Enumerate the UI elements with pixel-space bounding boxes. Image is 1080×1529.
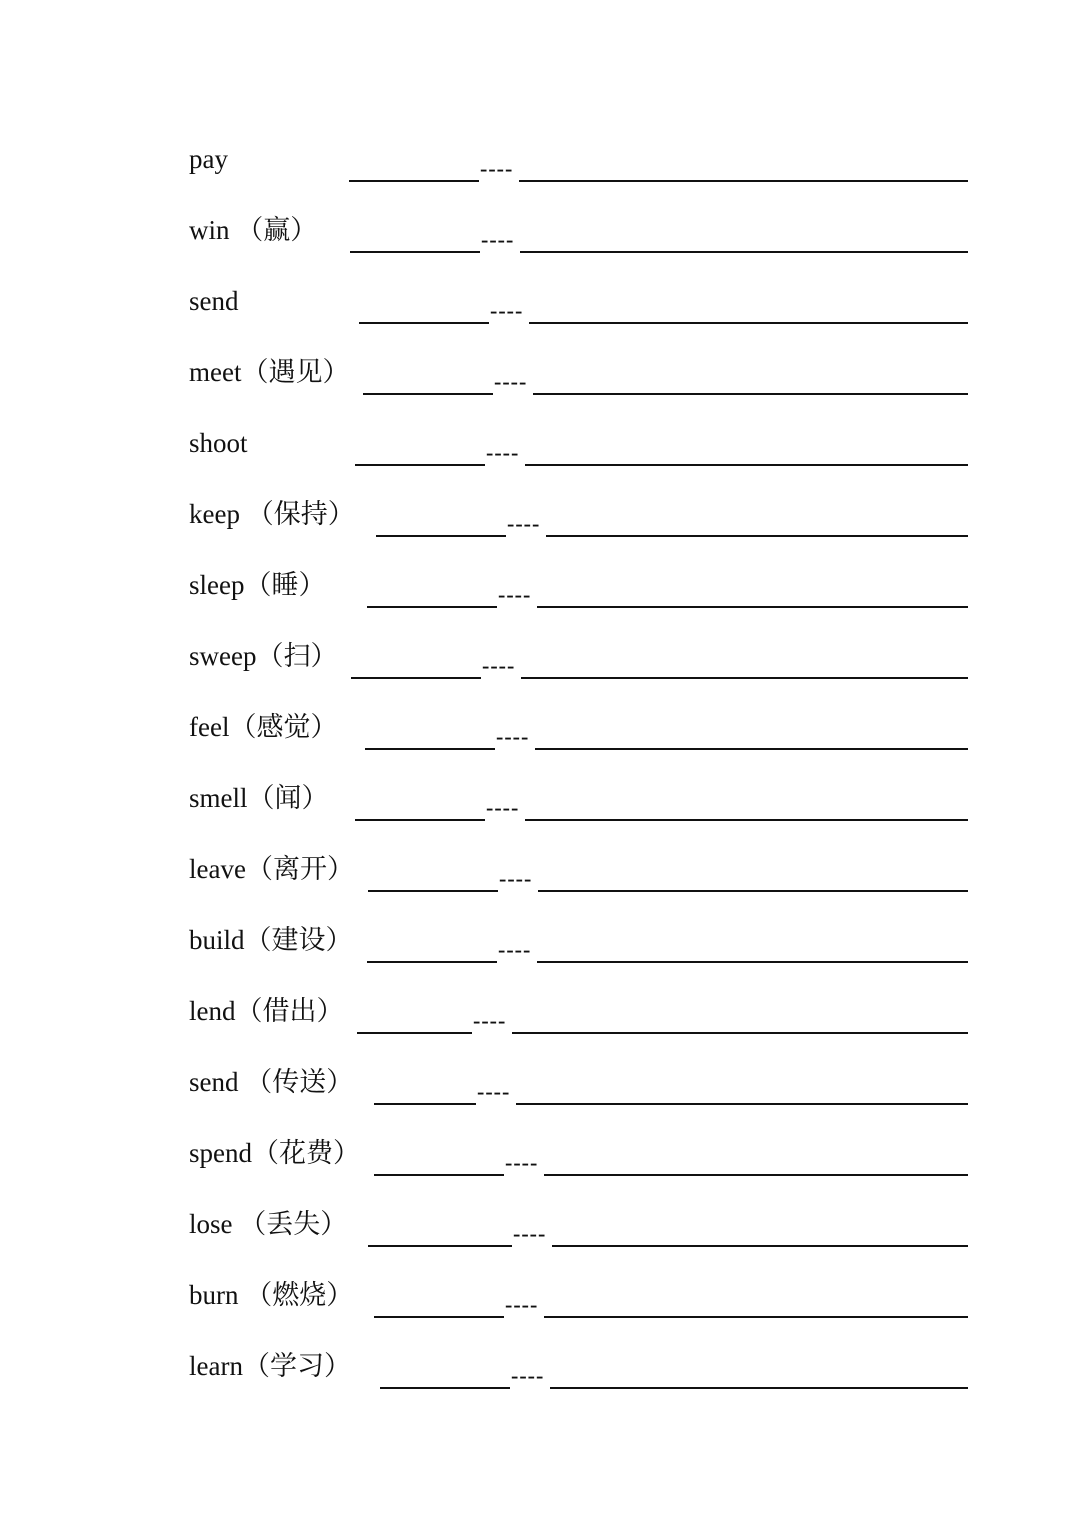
worksheet-row-build [189,923,968,963]
vocab-word: feel（感觉） [189,712,338,742]
answer-blank-past-tense[interactable] [357,1032,472,1034]
vocab-word: meet（遇见） [189,357,350,387]
separator-dashes: ---- [496,724,530,749]
separator-dashes: ---- [505,1150,539,1175]
vocab-word: win （赢） [189,215,318,245]
vocab-word: sleep（睡） [189,570,326,600]
worksheet-row-feel [189,710,968,750]
answer-blank-past-tense[interactable] [374,1316,504,1318]
answer-blank-past-participle[interactable] [552,1245,968,1247]
answer-blank-past-tense[interactable] [368,1245,512,1247]
worksheet-row-meet [189,355,968,395]
answer-blank-past-participle[interactable] [546,535,968,537]
vocab-word: pay [189,144,228,174]
answer-blank-past-tense[interactable] [350,251,480,253]
answer-blank-past-tense[interactable] [351,677,481,679]
answer-blank-past-tense[interactable] [368,890,498,892]
worksheet-row-send-2 [189,1065,968,1105]
vocab-word: lose （丢失） [189,1209,348,1239]
answer-blank-past-participle[interactable] [537,606,968,608]
vocab-word: burn （燃烧） [189,1280,354,1310]
separator-dashes: ---- [494,369,528,394]
separator-dashes: ---- [505,1292,539,1317]
answer-blank-past-tense[interactable] [367,961,497,963]
answer-blank-past-tense[interactable] [376,535,506,537]
answer-blank-past-participle[interactable] [544,1316,968,1318]
worksheet-row-spend [189,1136,968,1176]
worksheet-row-keep [189,497,968,537]
worksheet-row-smell [189,781,968,821]
vocab-word: spend（花费） [189,1138,360,1168]
answer-blank-past-tense[interactable] [355,819,485,821]
separator-dashes: ---- [477,1079,511,1104]
answer-blank-past-participle[interactable] [516,1103,968,1105]
separator-dashes: ---- [490,298,524,323]
vocab-word: keep （保持） [189,499,355,529]
vocab-word: smell（闻） [189,783,329,813]
answer-blank-past-tense[interactable] [363,393,493,395]
answer-blank-past-participle[interactable] [535,748,968,750]
worksheet-row-learn [189,1349,968,1389]
answer-blank-past-participle[interactable] [538,890,968,892]
worksheet-row-sleep [189,568,968,608]
separator-dashes: ---- [486,795,520,820]
vocab-word: leave（离开） [189,854,354,884]
separator-dashes: ---- [480,156,514,181]
separator-dashes: ---- [473,1008,507,1033]
answer-blank-past-participle[interactable] [537,961,968,963]
answer-blank-past-participle[interactable] [520,251,968,253]
vocab-word: build（建设） [189,925,353,955]
vocab-word: lend（借出） [189,996,344,1026]
worksheet-row-send [189,284,968,324]
separator-dashes: ---- [511,1363,545,1388]
answer-blank-past-tense[interactable] [349,180,479,182]
separator-dashes: ---- [499,866,533,891]
answer-blank-past-participle[interactable] [529,322,968,324]
vocab-word: learn（学习） [189,1351,351,1381]
answer-blank-past-participle[interactable] [521,677,968,679]
worksheet-row-pay [189,142,968,182]
separator-dashes: ---- [498,937,532,962]
answer-blank-past-participle[interactable] [525,464,968,466]
answer-blank-past-tense[interactable] [367,606,497,608]
separator-dashes: ---- [481,227,515,252]
answer-blank-past-tense[interactable] [374,1174,504,1176]
vocab-word: sweep（扫） [189,641,338,671]
answer-blank-past-participle[interactable] [544,1174,968,1176]
answer-blank-past-participle[interactable] [512,1032,968,1034]
separator-dashes: ---- [513,1221,547,1246]
worksheet-row-burn [189,1278,968,1318]
vocab-word: shoot [189,428,248,458]
vocab-word: send （传送） [189,1067,354,1097]
worksheet-row-lose [189,1207,968,1247]
answer-blank-past-tense[interactable] [365,748,495,750]
separator-dashes: ---- [482,653,516,678]
separator-dashes: ---- [507,511,541,536]
answer-blank-past-tense[interactable] [359,322,489,324]
answer-blank-past-tense[interactable] [374,1103,476,1105]
worksheet-row-sweep [189,639,968,679]
answer-blank-past-tense[interactable] [355,464,485,466]
answer-blank-past-tense[interactable] [380,1387,510,1389]
separator-dashes: ---- [498,582,532,607]
worksheet-row-shoot [189,426,968,466]
worksheet-row-leave [189,852,968,892]
vocab-word: send [189,286,239,316]
separator-dashes: ---- [486,440,520,465]
worksheet-row-lend [189,994,968,1034]
answer-blank-past-participle[interactable] [519,180,968,182]
answer-blank-past-participle[interactable] [533,393,968,395]
answer-blank-past-participle[interactable] [525,819,968,821]
worksheet-row-win [189,213,968,253]
answer-blank-past-participle[interactable] [550,1387,968,1389]
